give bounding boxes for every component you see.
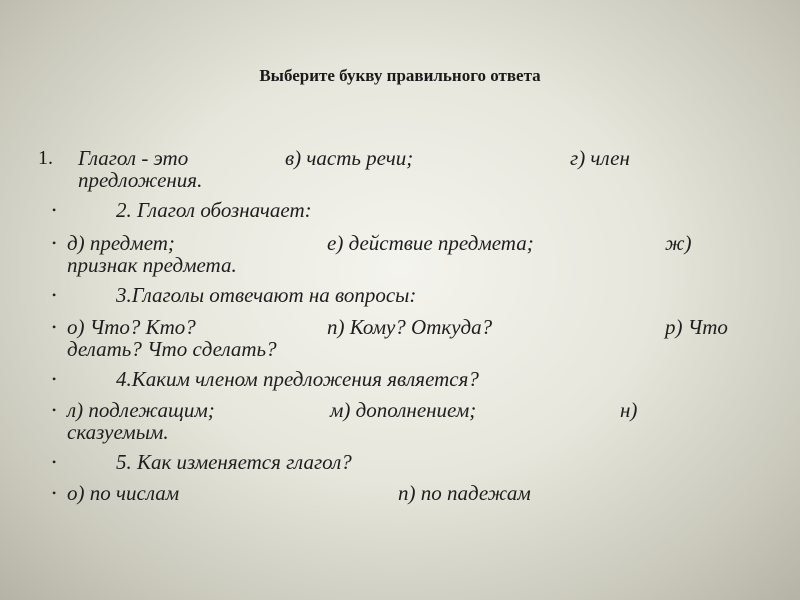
q5-question: 5. Как изменяется глагол? [116, 450, 352, 474]
q1-option-g-continued: предложения. [78, 168, 203, 192]
q4-question: 4.Каким членом предложения является? [116, 367, 479, 391]
a3-option-o: о) Что? Кто? [67, 315, 196, 339]
q1-option-v: в) часть речи; [285, 146, 414, 170]
a5-option-p: п) по падежам [398, 481, 531, 505]
a4-option-n: н) [620, 398, 638, 422]
q2-question: 2. Глагол обозначает: [116, 198, 312, 222]
question-number: 1. [38, 147, 53, 169]
slide-title: Выберите букву правильного ответа [259, 66, 541, 85]
a3-option-r: р) Что [665, 315, 728, 339]
q1-option-g: г) член [570, 146, 630, 170]
a2-option-d: д) предмет; [67, 231, 175, 255]
a4-option-m: м) дополнением; [330, 398, 477, 422]
a5-option-o: о) по числам [67, 481, 180, 505]
a3-option-r-continued: делать? Что сделать? [67, 337, 277, 361]
bullet: • [52, 455, 57, 469]
a4-option-l: л) подлежащим; [67, 398, 215, 422]
a2-option-zh: ж) [665, 231, 692, 255]
a4-option-n-continued: сказуемым. [67, 420, 169, 444]
bullet: • [52, 403, 57, 417]
q1-stem: Глагол - это [78, 146, 189, 170]
q3-question: 3.Глаголы отвечают на вопросы: [116, 283, 417, 307]
bullet: • [52, 320, 57, 334]
a3-option-p: п) Кому? Откуда? [327, 315, 493, 339]
bullet: • [52, 486, 57, 500]
bullet: • [52, 372, 57, 386]
bullet: • [52, 288, 57, 302]
bullet: • [52, 203, 57, 217]
a2-option-zh-continued: признак предмета. [67, 253, 237, 277]
a2-option-e: е) действие предмета; [327, 231, 534, 255]
bullet: • [52, 236, 57, 250]
